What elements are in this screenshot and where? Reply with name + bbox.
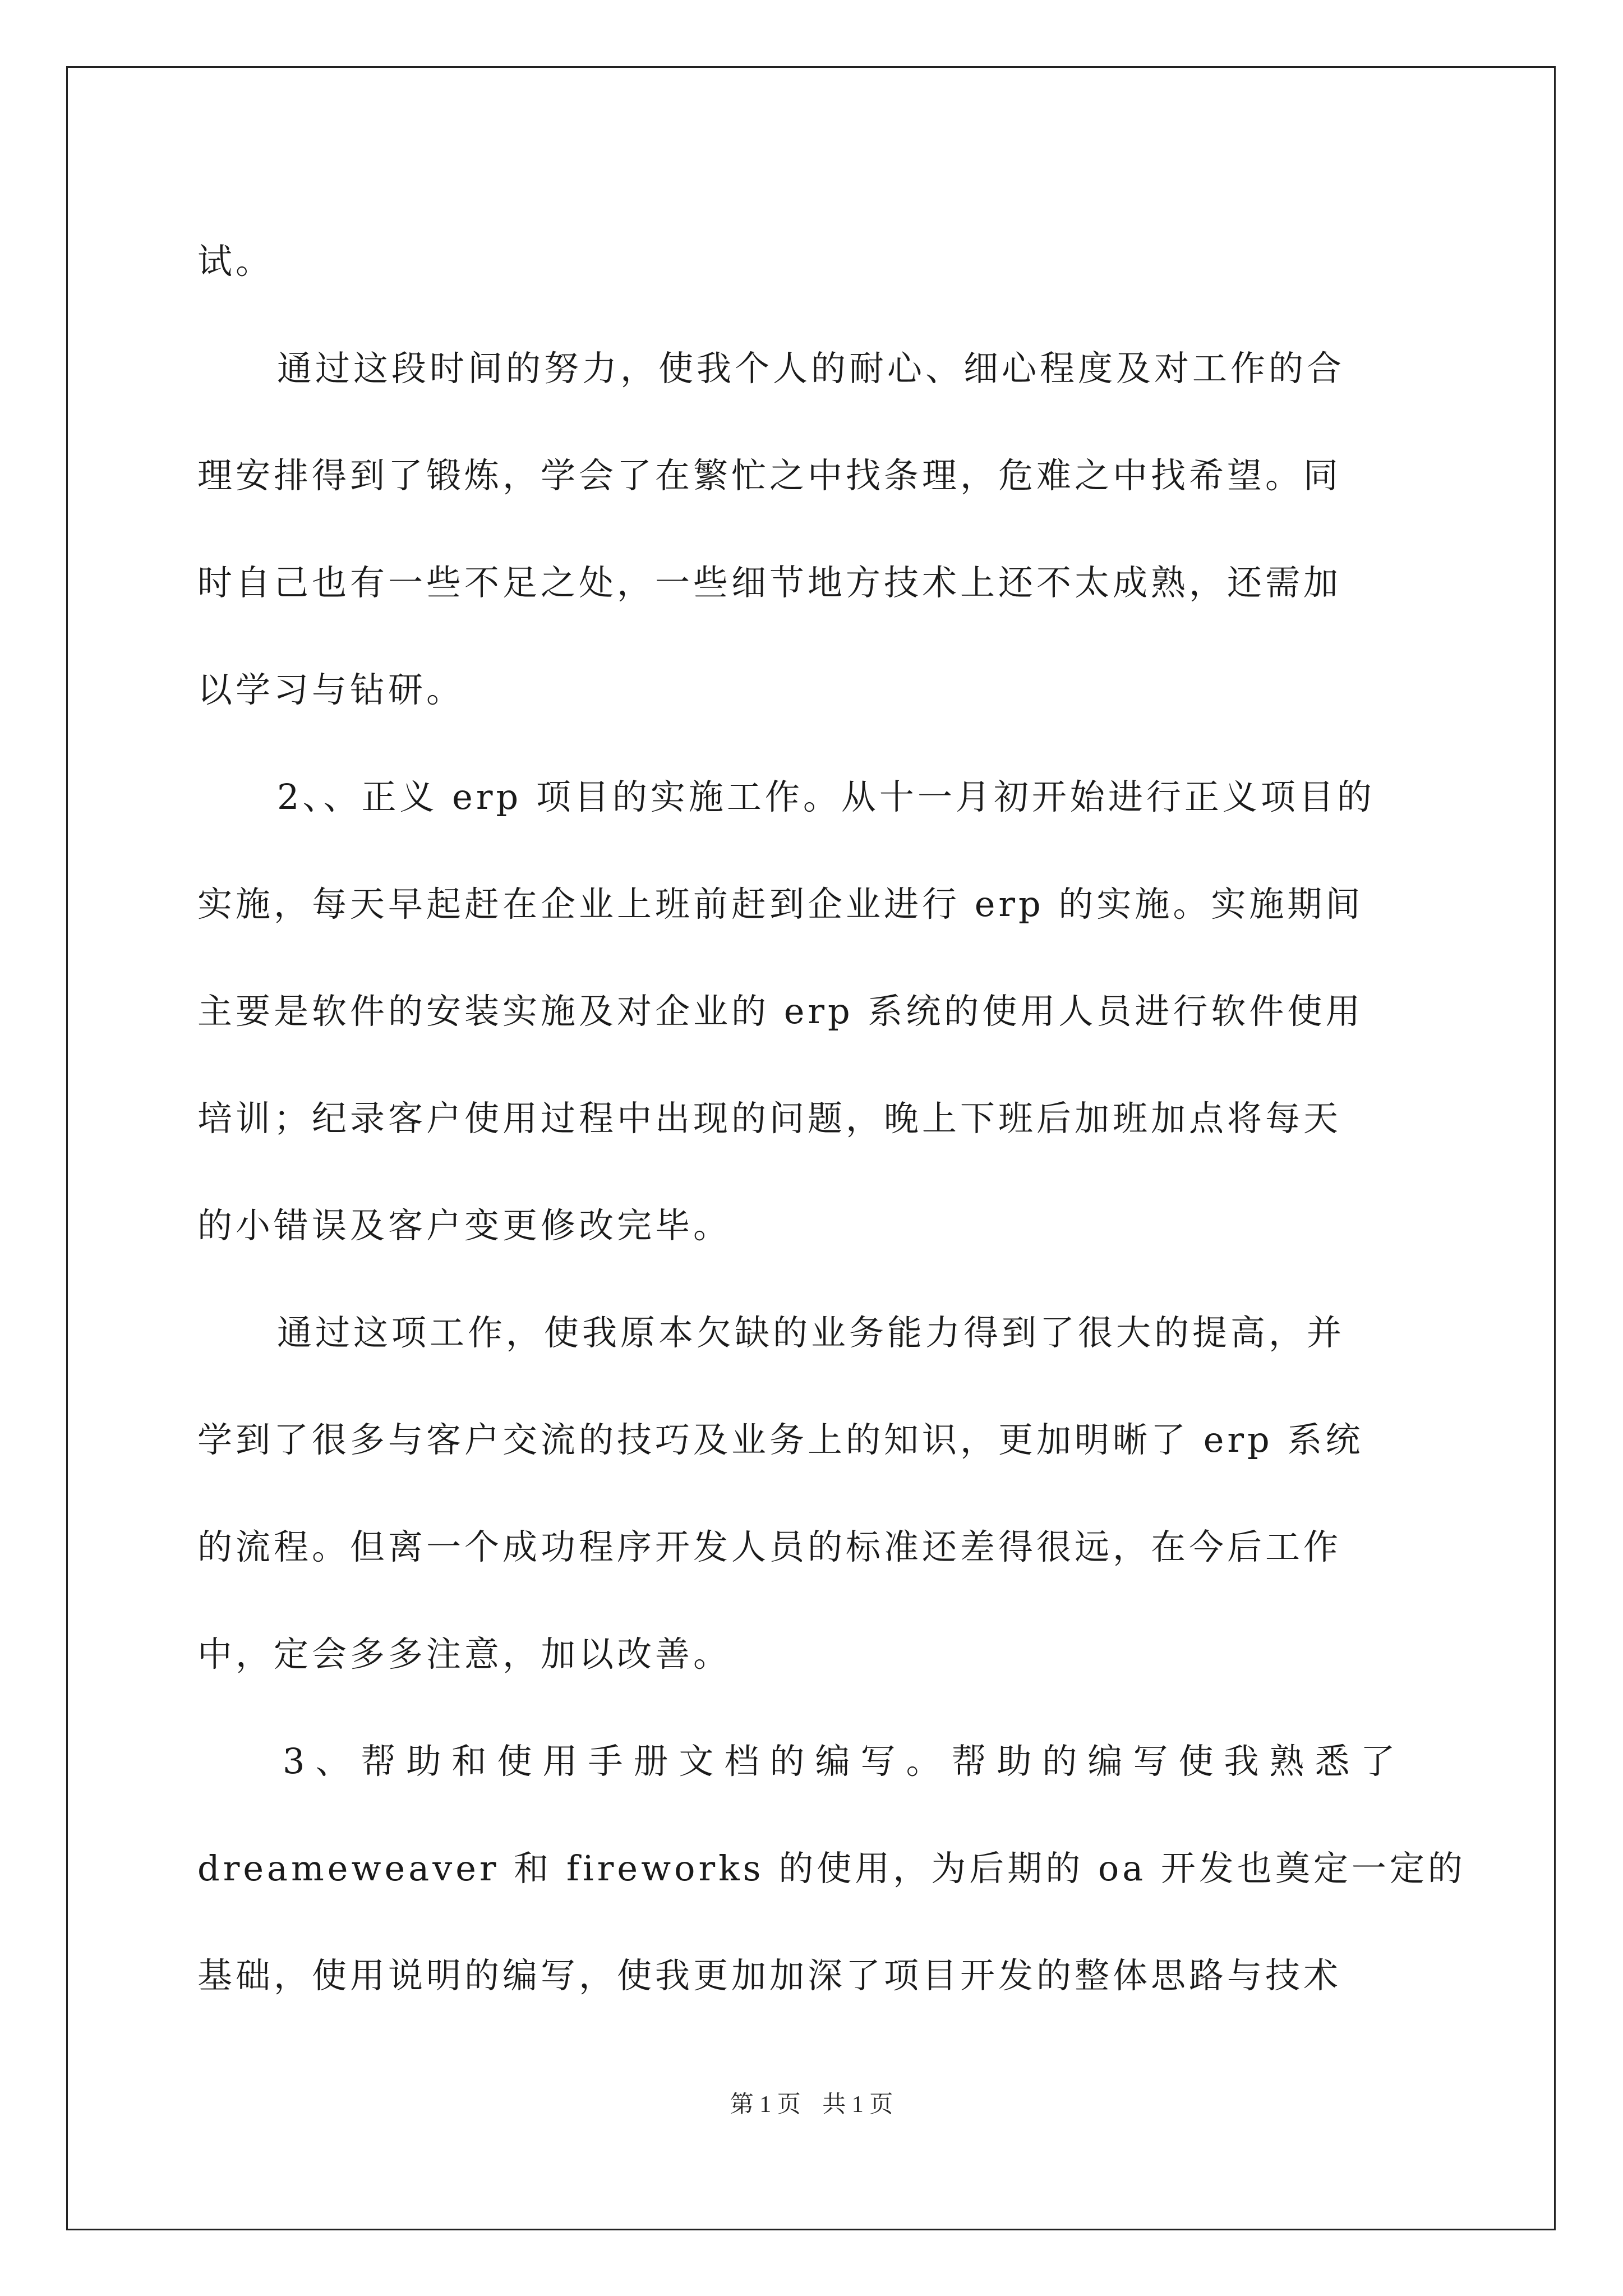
- text-line: 中，定会多多注意，加以改善。: [197, 1634, 732, 1674]
- text-line: 基础，使用说明的编写，使我更加加深了项目开发的整体思路与技术: [197, 1955, 1342, 1996]
- text-line: 学到了很多与客户交流的技巧及业务上的知识，更加明晰了 erp 系统: [197, 1419, 1364, 1460]
- text-line: 试。: [197, 241, 274, 282]
- document-body: [197, 208, 1466, 2029]
- text-line: dreameweaver 和 fireworks 的使用，为后期的 oa 开发也奠定一定的: [197, 1848, 1466, 1889]
- text-line: 的小错误及客户变更修改完毕。: [197, 1205, 732, 1246]
- text-line: 通过这项工作，使我原本欠缺的业务能力得到了很大的提高，并: [277, 1312, 1345, 1353]
- text-line: 的流程。但离一个成功程序开发人员的标准还差得很远，在今后工作: [197, 1526, 1342, 1567]
- text-line: 实施，每天早起赶在企业上班前赶到企业进行 erp 的实施。实施期间: [197, 884, 1364, 924]
- page-footer: [0, 2086, 1623, 2119]
- text-line: 通过这段时间的努力，使我个人的耐心、细心程度及对工作的合: [277, 348, 1345, 389]
- page-total: 共 1 页: [822, 2092, 893, 2118]
- text-line: 理安排得到了锻炼，学会了在繁忙之中找条理，危难之中找希望。同: [197, 455, 1342, 496]
- text-line: 培训；纪录客户使用过程中出现的问题，晚上下班后加班加点将每天: [197, 1098, 1342, 1139]
- page-number: 第 1 页: [730, 2092, 801, 2118]
- text-line: 2、、正义 erp 项目的实施工作。从十一月初开始进行正义项目的: [277, 776, 1375, 817]
- text-line: 以学习与钻研。: [197, 669, 465, 710]
- text-line: 3、帮助和使用手册文档的编写。帮助的编写使我熟悉了: [283, 1741, 1406, 1782]
- text-line: 主要是软件的安装实施及对企业的 erp 系统的使用人员进行软件使用: [197, 991, 1364, 1032]
- text-line: 时自己也有一些不足之处，一些细节地方技术上还不太成熟，还需加: [197, 562, 1342, 603]
